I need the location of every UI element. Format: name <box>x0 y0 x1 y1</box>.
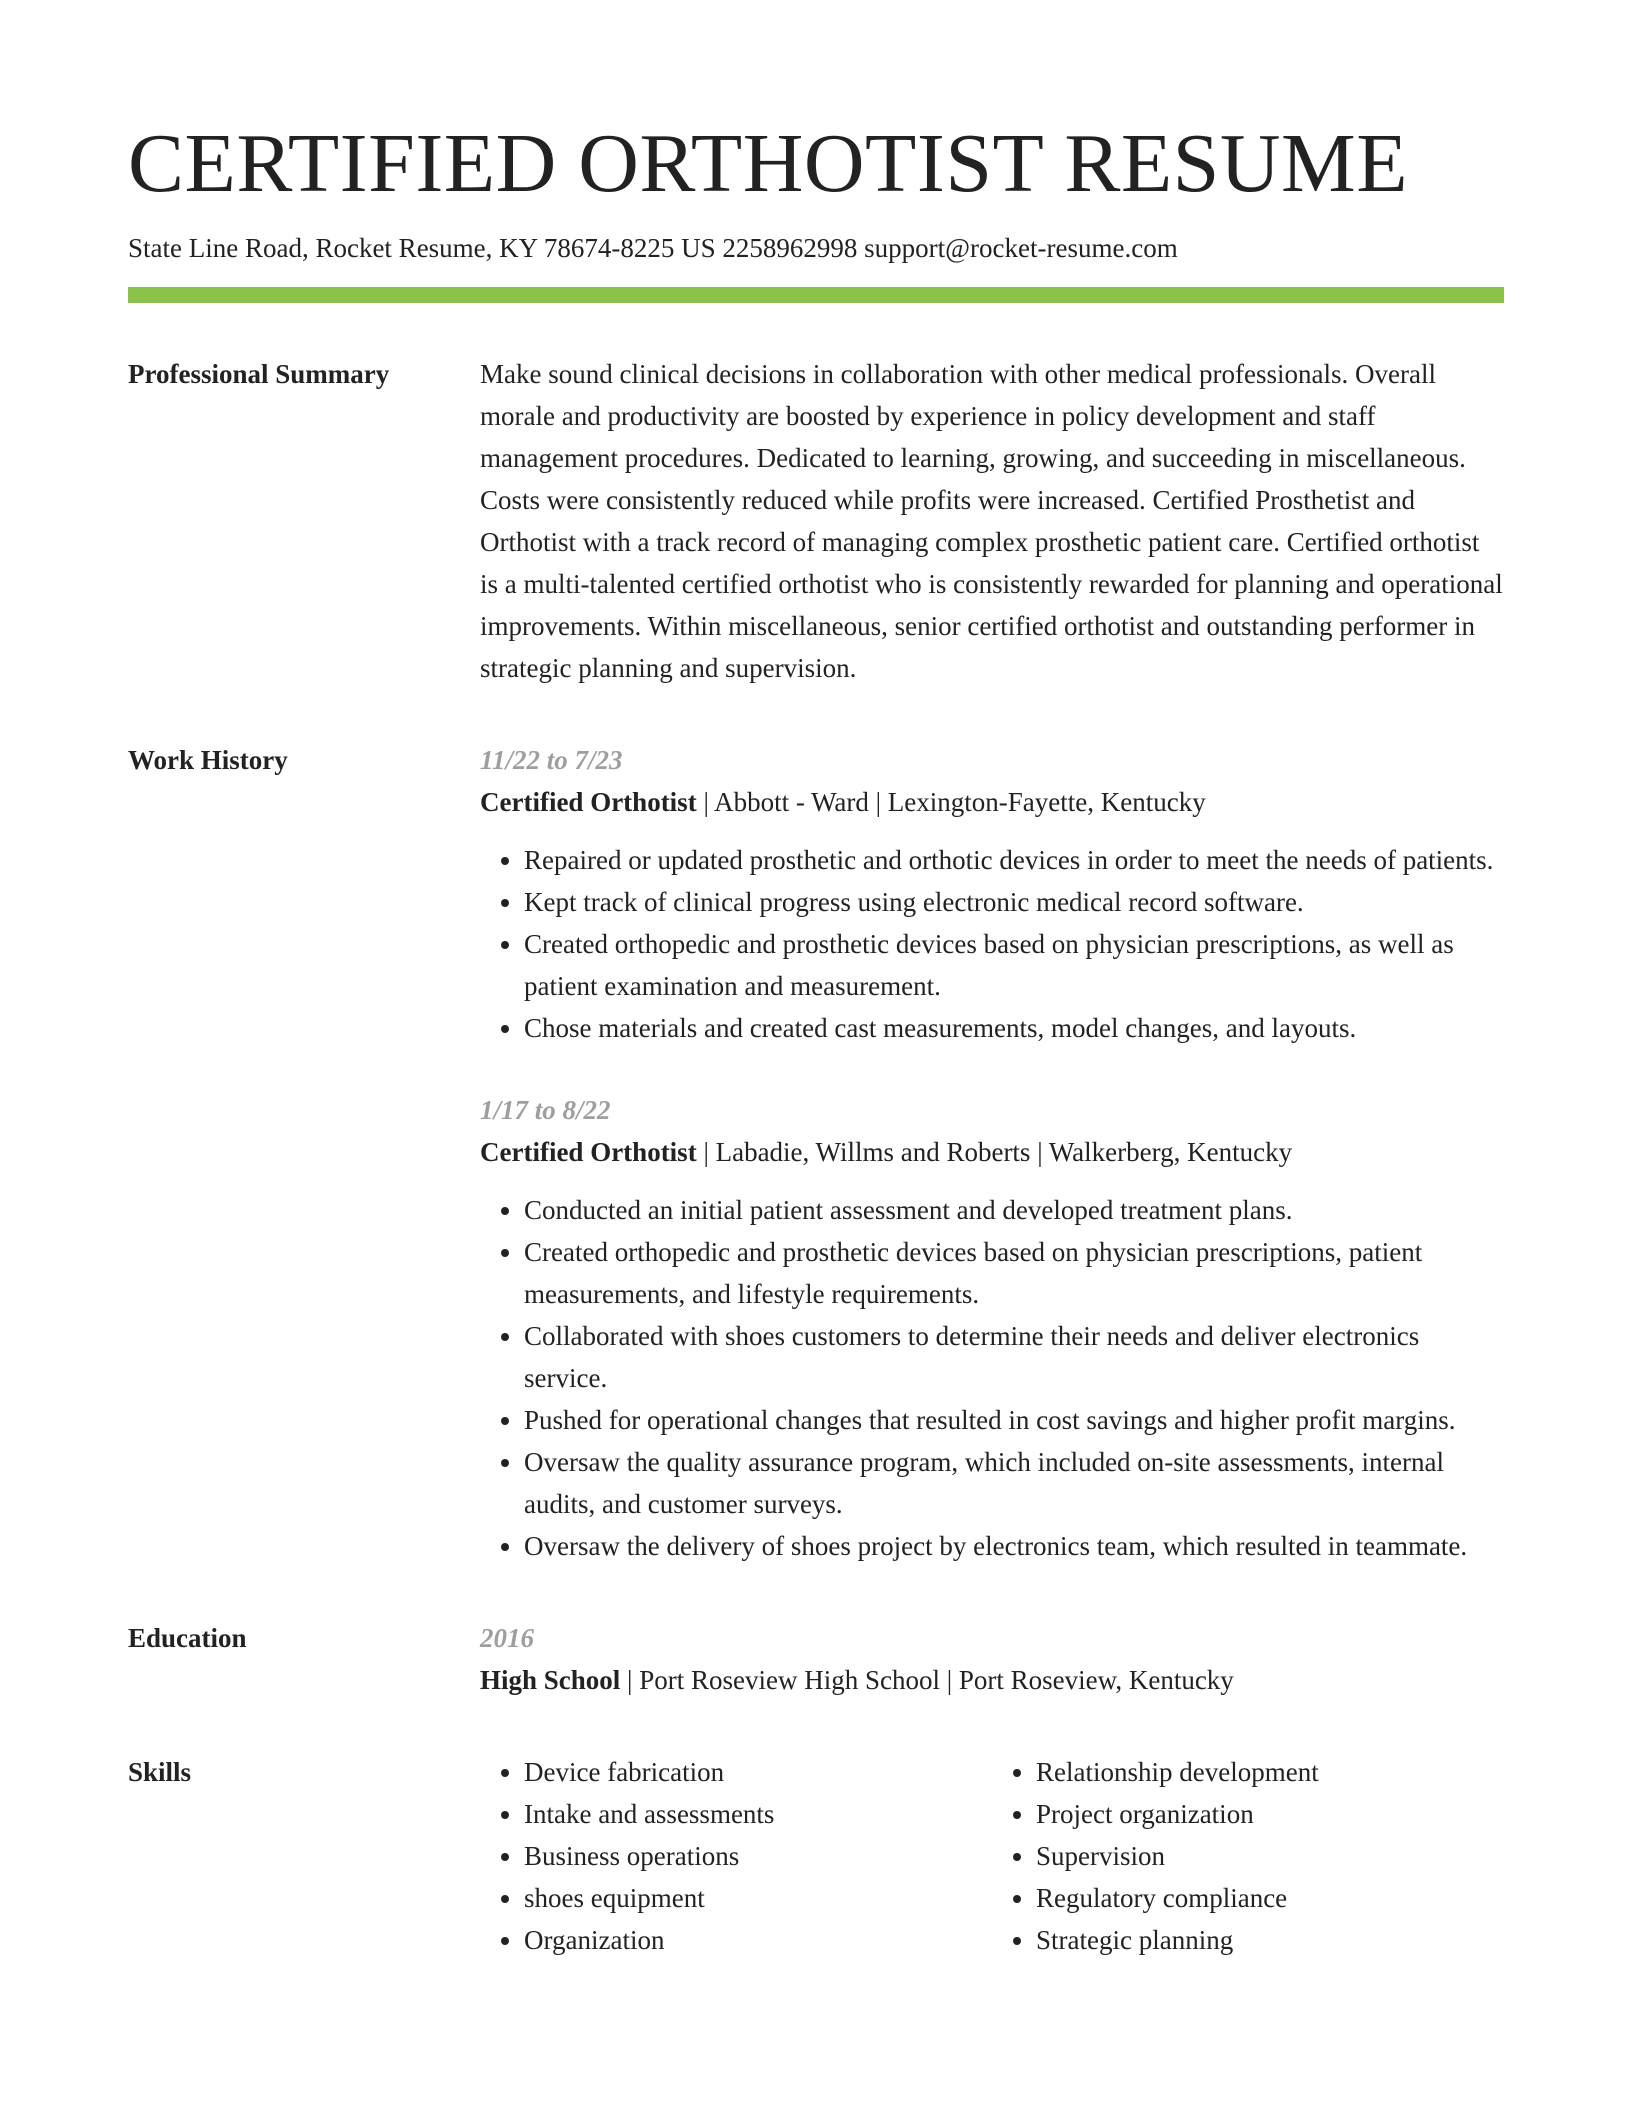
education-degree: High School <box>480 1664 621 1695</box>
skills-columns <box>480 1751 1504 1961</box>
summary-section <box>128 353 1504 689</box>
summary-text: Make sound clinical decisions in collaboration with other medical professionals. Overall morale and productivity are boosted by experience in policy development and staff management procedures. Dedicated to learning, growing, and succeeding in miscellaneous. Costs were consistently reduced while profits were increased. Certified Prosthetist and Orthotist with a track record of managing complex prosthetic patient care. Certified orthotist is a multi-talented certified orthotist who is consistently rewarded for planning and operational improvements. Within miscellaneous, senior certified orthotist and outstanding performer in strategic planning and supervision. <box>480 358 1503 683</box>
job-duties-list <box>480 839 1504 1049</box>
skills-list-left <box>480 1751 992 1961</box>
contact-line: State Line Road, Rocket Resume, KY 78674-8225 US 2258962998 support@rocket-resume.com <box>128 233 1178 264</box>
job-duties-list <box>480 1189 1504 1567</box>
job-employer-location: | Abbott - Ward | Lexington-Fayette, Kentucky <box>696 786 1206 817</box>
skill-item: • Regulatory compliance <box>1036 1877 1504 1919</box>
resume-page <box>128 118 1504 1961</box>
list-item: • Repaired or updated prosthetic and orthotic devices in order to meet the needs of patients. <box>524 839 1504 881</box>
job-title-line <box>480 781 1504 823</box>
list-item: • Oversaw the quality assurance program, which included on-site assessments, internal audits, and customer surveys. <box>524 1441 1504 1525</box>
job-role: Certified Orthotist <box>480 1136 697 1167</box>
list-item: • Created orthopedic and prosthetic devices based on physician prescriptions, as well as patient examination and measurement. <box>524 923 1504 1007</box>
skill-item: • shoes equipment <box>524 1877 992 1919</box>
skill-item: • Project organization <box>1036 1793 1504 1835</box>
job-role: Certified Orthotist <box>480 786 697 817</box>
skills-list-right <box>992 1751 1504 1961</box>
job-employer-location: | Labadie, Willms and Roberts | Walkerberg, Kentucky <box>696 1136 1293 1167</box>
skills-section <box>128 1751 1504 1961</box>
resume-title: CERTIFIED ORTHOTIST RESUME <box>128 117 1409 210</box>
job-dates: 1/17 to 8/22 <box>480 1094 611 1125</box>
skill-item: • Intake and assessments <box>524 1793 992 1835</box>
skill-item: • Business operations <box>524 1835 992 1877</box>
job-entry <box>480 739 1504 1049</box>
skill-item: • Supervision <box>1036 1835 1504 1877</box>
list-item: • Pushed for operational changes that resulted in cost savings and higher profit margins. <box>524 1399 1504 1441</box>
summary-heading: Professional Summary <box>128 358 390 389</box>
work-history-section <box>128 739 1504 1567</box>
list-item: • Collaborated with shoes customers to determine their needs and deliver electronics service. <box>524 1315 1504 1399</box>
education-school-location: | Port Roseview High School | Port Roseview, Kentucky <box>620 1664 1234 1695</box>
skill-item: • Strategic planning <box>1036 1919 1504 1961</box>
list-item: • Kept track of clinical progress using electronic medical record software. <box>524 881 1504 923</box>
skill-item: • Relationship development <box>1036 1751 1504 1793</box>
job-dates: 11/22 to 7/23 <box>480 744 623 775</box>
education-heading: Education <box>128 1622 247 1653</box>
skill-item: • Organization <box>524 1919 992 1961</box>
skills-heading: Skills <box>128 1756 192 1787</box>
education-section <box>128 1617 1504 1701</box>
list-item: • Chose materials and created cast measurements, model changes, and layouts. <box>524 1007 1504 1049</box>
education-line <box>480 1659 1504 1701</box>
list-item: • Created orthopedic and prosthetic devices based on physician prescriptions, patient measurements, and lifestyle requirements. <box>524 1231 1504 1315</box>
job-title-line <box>480 1131 1504 1173</box>
skill-item: • Device fabrication <box>524 1751 992 1793</box>
work-history-heading: Work History <box>128 744 288 775</box>
list-item: • Oversaw the delivery of shoes project by electronics team, which resulted in teammate. <box>524 1525 1504 1567</box>
education-year: 2016 <box>480 1622 534 1653</box>
list-item: • Conducted an initial patient assessment and developed treatment plans. <box>524 1189 1504 1231</box>
header-divider <box>128 287 1504 303</box>
job-entry <box>480 1089 1504 1567</box>
